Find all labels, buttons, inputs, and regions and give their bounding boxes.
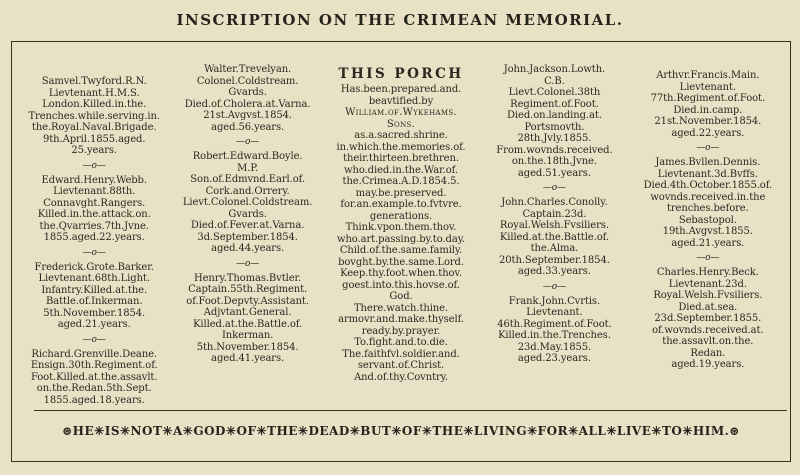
- memorial-line: Lievtenant.68th.Light.: [38, 273, 150, 284]
- memorial-line: Gvards.: [228, 87, 267, 98]
- memorial-line: John.Jackson.Lowth.: [503, 64, 606, 75]
- memorial-line: armovr.and.make.thyself.: [338, 314, 464, 325]
- memorial-line: on.the.Redan.5th.Sept.: [36, 383, 152, 394]
- memorial-line: Died.of.Cholera.at.Varna.: [184, 98, 311, 110]
- memorial-entry: [327, 84, 475, 383]
- memorial-line: 5th.November.1854.: [43, 307, 146, 319]
- memorial-line: 5th.November.1854.: [196, 341, 299, 353]
- memorial-column-3: [327, 64, 475, 383]
- memorial-box: [11, 41, 791, 462]
- memorial-line: generations.: [369, 210, 433, 222]
- memorial-line: 19th.Avgvst.1855.: [662, 226, 753, 237]
- memorial-line: And.of.thy.Covntry.: [354, 371, 448, 383]
- memorial-line: 3d.September.1854.: [197, 231, 298, 243]
- memorial-line: Edward.Henry.Webb.: [41, 174, 147, 186]
- memorial-line: 46th.Regiment.of.Foot.: [497, 318, 612, 330]
- memorial-line: for.an.example.to.fvtvre.: [340, 199, 462, 210]
- memorial-line: 77th.Regiment.of.Foot.: [650, 93, 766, 104]
- memorial-line: Killed.at.the.Battle.of.: [193, 318, 303, 330]
- memorial-line: Keep.thy.foot.when.thov.: [340, 268, 462, 279]
- memorial-line: Walter.Trevelyan.: [204, 64, 292, 75]
- footer-rule: [34, 410, 787, 411]
- memorial-column-1: [20, 64, 168, 406]
- memorial-entry: [20, 175, 168, 244]
- entry-divider: —o—: [236, 137, 260, 147]
- memorial-line: Henry.Thomas.Bvtler.: [193, 272, 302, 284]
- memorial-line: London.Killed.in.the.: [42, 99, 147, 110]
- memorial-line: Child.of.the.same.family.: [339, 245, 463, 256]
- memorial-line: trenches.before.: [666, 203, 749, 214]
- memorial-line: Sons.: [386, 118, 416, 130]
- memorial-line: Captain.55th.Regiment.: [188, 284, 308, 295]
- memorial-entry: [480, 197, 628, 278]
- memorial-line: the.Crimea.A.D.1854.5.: [342, 176, 460, 187]
- memorial-line: aged.22.years.: [671, 127, 745, 139]
- memorial-line: Lievt.Colonel.Coldstream.: [182, 197, 313, 208]
- memorial-line: C.B.: [544, 75, 565, 87]
- memorial-line: 23d.September.1855.: [654, 313, 762, 324]
- memorial-line: 21st.Avgvst.1854.: [203, 110, 293, 121]
- memorial-line: aged.44.years.: [211, 243, 285, 254]
- memorial-line: aged.21.years.: [57, 319, 131, 330]
- memorial-line: Son.of.Edmvnd.Earl.of.: [190, 174, 305, 185]
- memorial-line: the.Royal.Naval.Brigade.: [31, 122, 157, 133]
- memorial-line: James.Bvllen.Dennis.: [655, 157, 761, 168]
- memorial-line: who.died.in.the.War.of.: [344, 164, 458, 176]
- memorial-line: beavtified.by: [368, 95, 434, 107]
- memorial-line: goest.into.this.hovse.of.: [342, 279, 460, 291]
- memorial-line: Lievtenant.: [526, 307, 583, 318]
- memorial-line: aged.23.years.: [517, 353, 591, 364]
- memorial-line: From.wovnds.received.: [496, 144, 613, 156]
- memorial-line: Richard.Grenville.Deane.: [31, 348, 157, 360]
- memorial-line: Lievt.Colonel.38th: [508, 87, 601, 98]
- memorial-line: Ensign.30th.Regiment.of.: [30, 360, 158, 371]
- memorial-line: of.Foot.Depvty.Assistant.: [186, 295, 309, 307]
- memorial-line: 1855.aged.22.years.: [43, 232, 145, 243]
- memorial-line: Redan.: [690, 347, 726, 359]
- entry-divider: —o—: [82, 160, 106, 171]
- memorial-entry: [634, 157, 782, 249]
- memorial-column-2: [173, 64, 321, 365]
- memorial-line: Died.of.Fever.at.Varna.: [190, 220, 305, 231]
- memorial-line: Gvards.: [228, 208, 267, 220]
- memorial-entry: [634, 70, 782, 139]
- memorial-line: the.Qvarries.7th.Jvne.: [39, 220, 149, 232]
- memorial-line: who.art.passing.by.to.day.: [337, 233, 466, 245]
- memorial-line: Royal.Welsh.Fvsiliers.: [653, 290, 763, 301]
- memorial-line: ready.by.prayer.: [361, 325, 441, 337]
- memorial-line: in.which.the.memories.of.: [336, 141, 466, 153]
- memorial-entry: [480, 64, 628, 179]
- memorial-line: the.assavlt.on.the.: [662, 336, 754, 347]
- entry-divider: —o—: [236, 258, 260, 269]
- memorial-line: their.thirteen.brethren.: [343, 153, 459, 164]
- memorial-line: 1855.aged.18.years.: [43, 394, 145, 406]
- memorial-line: Adjvtant.General.: [203, 307, 292, 318]
- memorial-line: 23d.May.1855.: [517, 341, 592, 353]
- memorial-line: Samvel.Twyford.R.N.: [41, 76, 147, 87]
- page-title: INSCRIPTION ON THE CRIMEAN MEMORIAL.: [176, 11, 624, 29]
- entry-divider: —o—: [542, 183, 566, 193]
- memorial-column-4: [480, 64, 628, 365]
- memorial-line: Cork.and.Orrery.: [205, 185, 290, 197]
- memorial-line: the.Alma.: [530, 243, 579, 254]
- memorial-line: Charles.Henry.Beck.: [656, 267, 759, 278]
- memorial-line: Lievtenant.H.M.S.: [48, 87, 140, 99]
- memorial-line: God.: [389, 291, 413, 302]
- memorial-line: servant.of.Christ.: [357, 360, 445, 371]
- memorial-line: Portsmovth.: [524, 121, 585, 133]
- entry-divider: —o—: [82, 334, 106, 345]
- memorial-line: Died.in.camp.: [673, 104, 743, 116]
- memorial-entry: [634, 267, 782, 371]
- memorial-line: aged.33.years.: [517, 266, 591, 277]
- memorial-line: The.faithfvl.soldier.and.: [342, 348, 460, 360]
- memorial-line: Robert.Edward.Boyle.: [192, 151, 303, 162]
- memorial-line: M.P.: [237, 162, 259, 174]
- memorial-line: aged.19.years.: [671, 359, 745, 370]
- memorial-line: Inkerman.: [221, 330, 274, 341]
- memorial-line: aged.51.years.: [517, 167, 591, 179]
- memorial-entry: [173, 64, 321, 133]
- memorial-line: Trenches.while.serving.in.: [28, 110, 160, 122]
- memorial-line: Royal.Welsh.Fvsiliers.: [499, 220, 609, 231]
- memorial-line: Killed.in.the.Trenches.: [498, 330, 611, 341]
- memorial-entry: [20, 76, 168, 157]
- footer-inscription: ⊛HE✳IS✳NOT✳A✳GOD✳OF✳THE✳DEAD✳BUT✳OF✳THE✳LIVING✳FOR✳ALL✳LIVE✳TO✳HIM.⊛: [62, 424, 740, 438]
- memorial-line: Colonel.Coldstream.: [196, 75, 299, 87]
- memorial-line: Captain.23d.: [522, 208, 587, 220]
- memorial-entry: [20, 349, 168, 407]
- memorial-columns: [12, 42, 790, 406]
- entry-divider: —o—: [82, 247, 106, 258]
- entry-divider: —o—: [696, 143, 720, 153]
- memorial-line: wovnds.received.in.the: [650, 191, 766, 203]
- memorial-line: Killed.at.the.Battle.of.: [499, 231, 609, 243]
- memorial-line: on.the.18th.Jvne.: [511, 156, 597, 167]
- porch-heading: THIS PORCH: [338, 66, 464, 82]
- memorial-line: Died.4th.October.1855.of.: [643, 180, 773, 191]
- memorial-line: of.wovnds.received.at.: [652, 324, 764, 336]
- memorial-line: Sebastopol.: [678, 214, 737, 226]
- memorial-line: John.Charles.Conolly.: [501, 197, 608, 208]
- memorial-entry: [480, 296, 628, 365]
- memorial-line: William.of.Wykehams.: [345, 107, 457, 118]
- memorial-line: There.watch.thine.: [353, 302, 449, 314]
- memorial-line: Infantry.Killed.at.the.: [41, 284, 148, 296]
- memorial-line: Lievtenant.3d.Bvffs.: [657, 168, 758, 180]
- memorial-line: Has.been.prepared.and.: [340, 84, 462, 95]
- entry-divider: —o—: [542, 281, 566, 292]
- memorial-line: 9th.April.1855.aged.: [42, 133, 146, 145]
- memorial-line: Lievtenant.: [679, 81, 736, 93]
- memorial-line: Foot.Killed.at.the.assavlt.: [30, 371, 158, 383]
- memorial-line: Arthvr.Francis.Main.: [656, 70, 760, 81]
- memorial-line: may.be.preserved.: [355, 187, 447, 199]
- memorial-line: Died.at.sea.: [678, 301, 738, 313]
- memorial-column-5: [634, 64, 782, 371]
- footer-band: [12, 410, 790, 461]
- memorial-line: aged.41.years.: [211, 353, 285, 364]
- memorial-line: Think.vpon.them.thov.: [345, 222, 457, 233]
- memorial-line: To.fight.and.to.die.: [354, 337, 448, 348]
- memorial-line: Lievtenant.23d.: [668, 278, 747, 290]
- memorial-line: aged.21.years.: [671, 237, 745, 249]
- memorial-line: Lievtenant.88th.: [53, 186, 136, 197]
- memorial-line: 25.years.: [71, 145, 118, 156]
- memorial-line: Regiment.of.Foot.: [510, 98, 599, 110]
- memorial-line: 20th.September.1854.: [499, 254, 610, 266]
- memorial-line: Connavght.Rangers.: [43, 197, 146, 209]
- memorial-entry: [173, 273, 321, 365]
- memorial-line: aged.56.years.: [211, 121, 285, 133]
- memorial-line: 21st.November.1854.: [654, 116, 762, 127]
- memorial-line: Frank.John.Cvrtis.: [508, 295, 601, 307]
- memorial-line: 28th.Jvly.1855.: [517, 133, 592, 144]
- memorial-line: Battle.of.Inkerman.: [45, 296, 143, 307]
- entry-divider: —o—: [696, 253, 720, 263]
- memorial-entry: [20, 262, 168, 331]
- memorial-line: Killed.in.the.attack.on.: [37, 209, 151, 220]
- memorial-line: bovght.by.the.same.Lord.: [338, 256, 464, 268]
- memorial-entry: [173, 151, 321, 255]
- memorial-line: as.a.sacred.shrine.: [354, 130, 448, 141]
- memorial-line: Frederick.Grote.Barker.: [34, 261, 154, 273]
- memorial-line: Died.on.landing.at.: [507, 110, 602, 121]
